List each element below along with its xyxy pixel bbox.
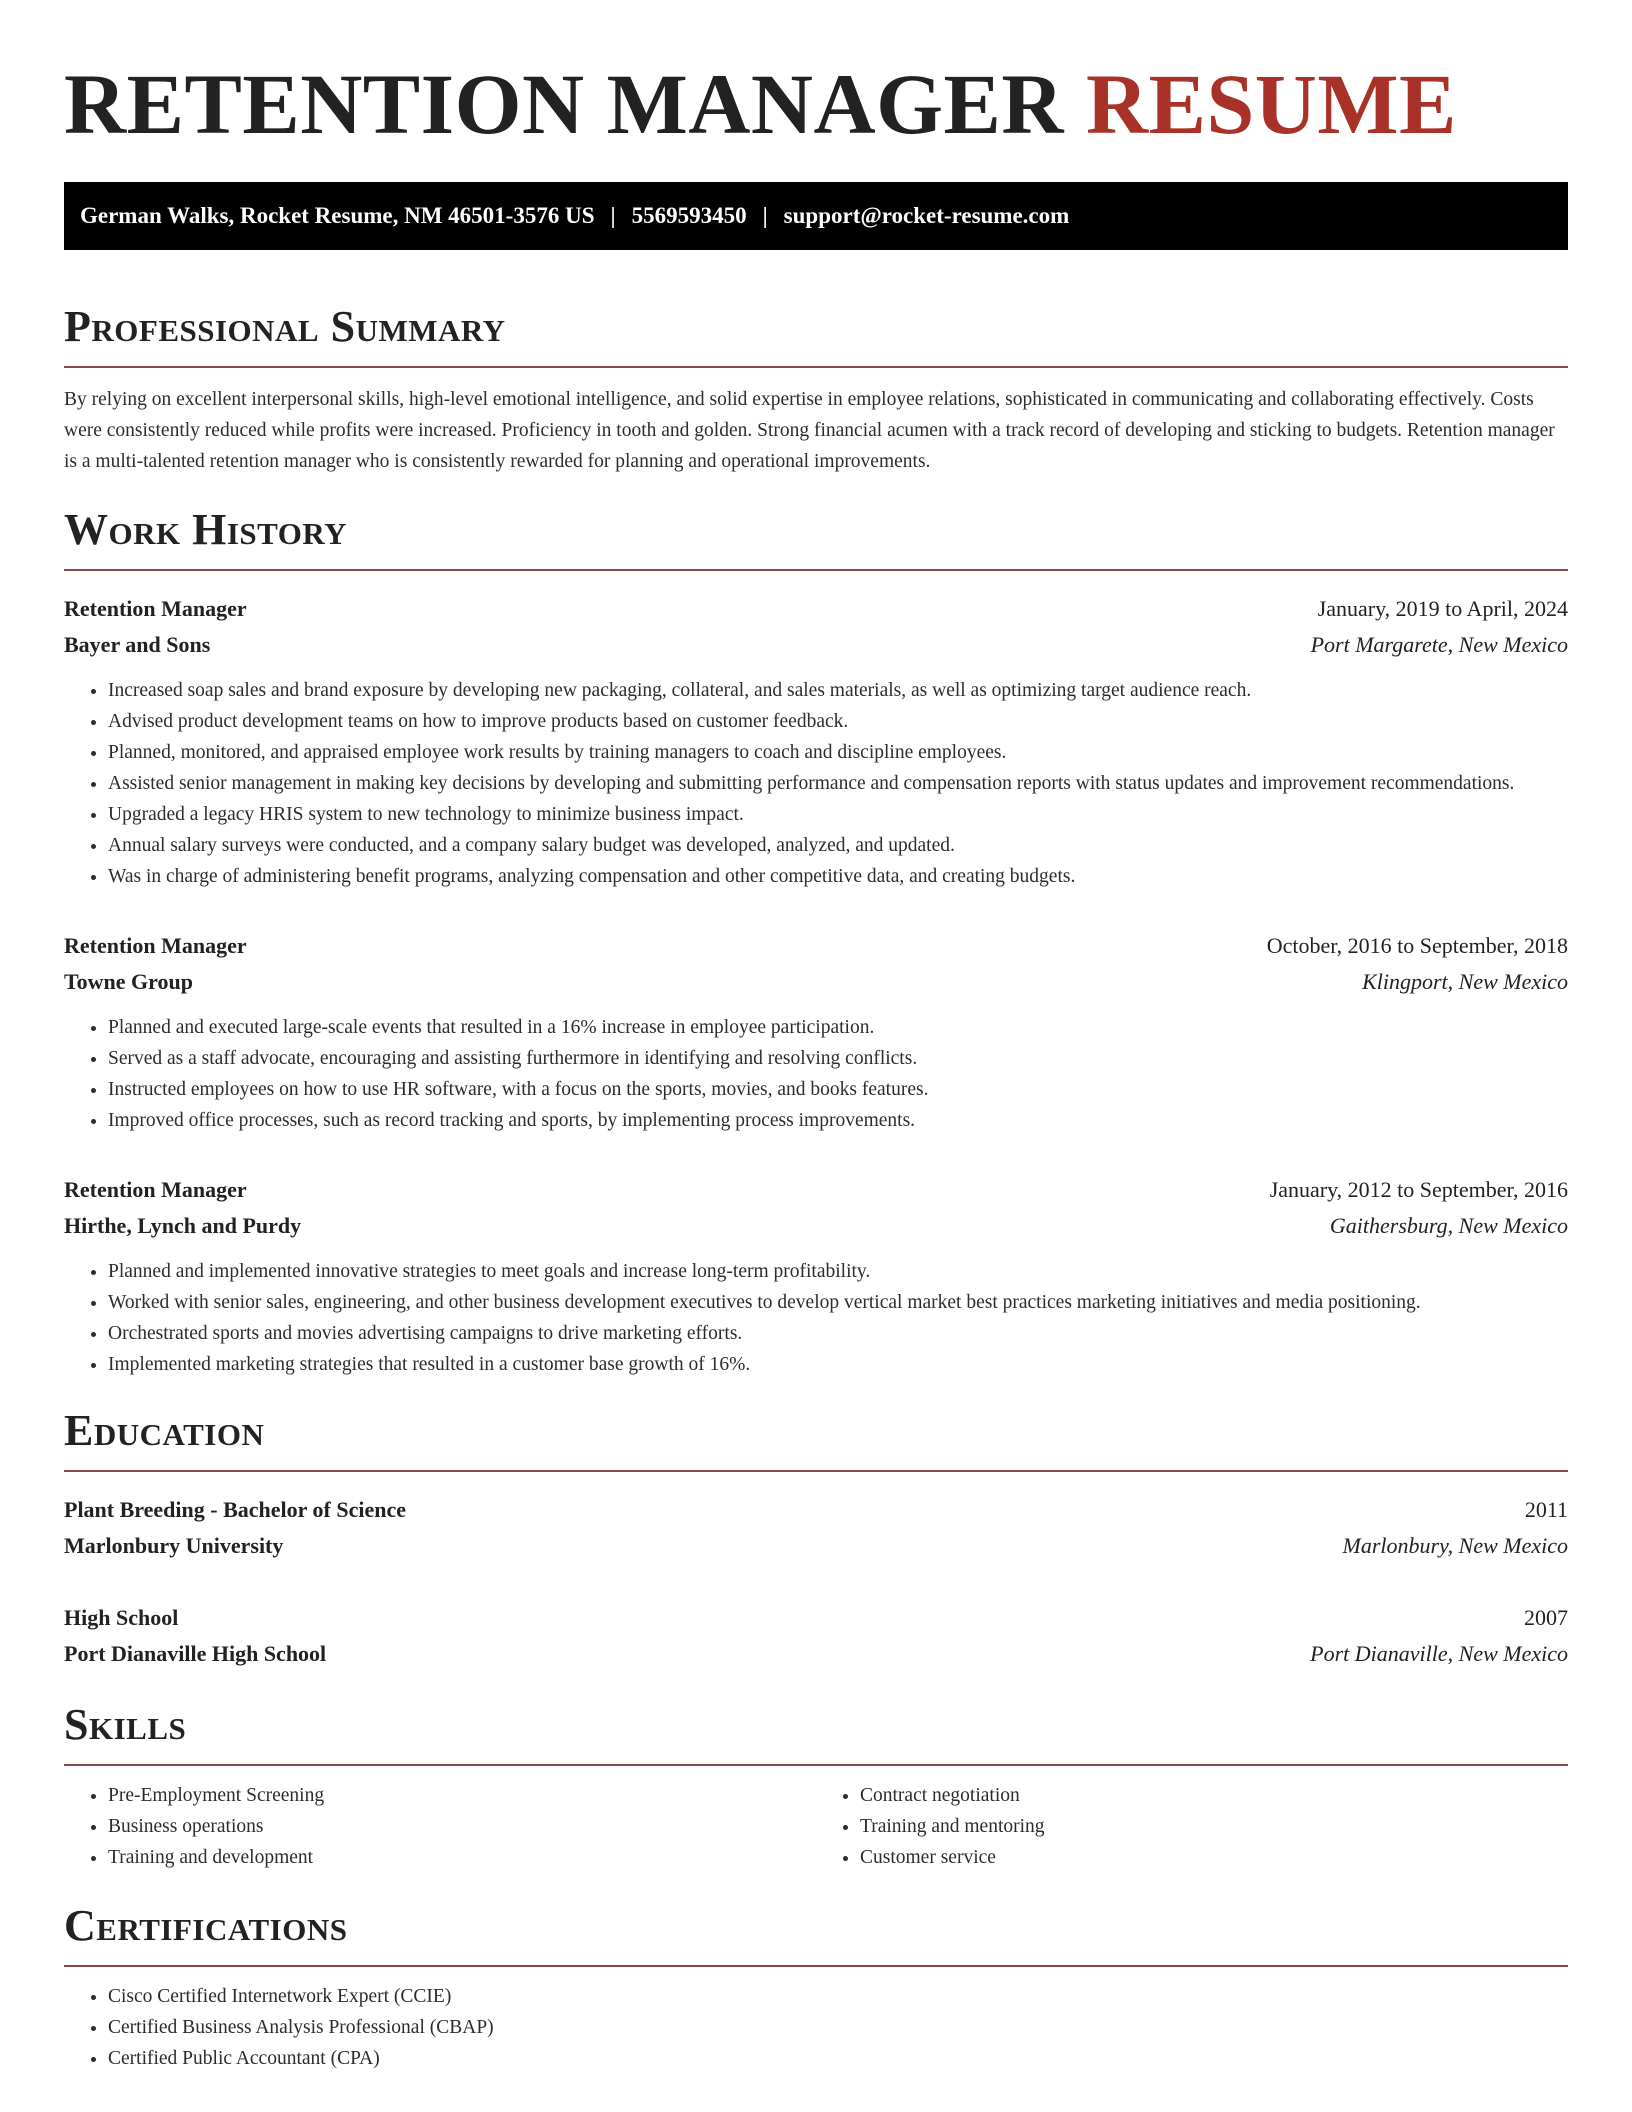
skill-item: • Business operations [108, 1811, 816, 1842]
section-divider [64, 1470, 1568, 1472]
job-company-row [64, 1208, 1568, 1244]
job-location: Klingport, New Mexico [1362, 969, 1568, 994]
section-heading-summary: Professional Summary [64, 302, 506, 351]
education-year: 2011 [1524, 1497, 1568, 1522]
list-item: • Orchestrated sports and movies advertising campaigns to drive marketing efforts. [108, 1318, 1568, 1349]
job-title: Retention Manager [64, 1177, 247, 1202]
section-heading-certifications: Certifications [64, 1901, 348, 1950]
job-title-row [64, 591, 1568, 627]
contact-separator: | [610, 203, 616, 228]
contact-separator: | [762, 203, 768, 228]
list-item: • Instructed employees on how to use HR software, with a focus on the sports, movies, and books features. [108, 1074, 1568, 1105]
certification-item: • Certified Business Analysis Professional (CBAP) [108, 2012, 1568, 2043]
list-item: • Planned and implemented innovative strategies to meet goals and increase long-term profitability. [108, 1256, 1568, 1287]
education-school: Marlonbury University [64, 1533, 284, 1558]
education-degree-row [64, 1492, 1568, 1528]
certifications-list [64, 1981, 1568, 2074]
job-title-row [64, 1172, 1568, 1208]
job-bullets [64, 1012, 1568, 1136]
education-location: Marlonbury, New Mexico [1342, 1533, 1568, 1558]
section-heading-work: Work History [64, 505, 348, 554]
list-item: • Increased soap sales and brand exposure by developing new packaging, collateral, and sales materials, as well as optimizing target audience reach. [108, 675, 1568, 706]
section-divider [64, 1965, 1568, 1967]
job-company: Towne Group [64, 969, 193, 994]
certification-item: • Certified Public Accountant (CPA) [108, 2043, 1568, 2074]
list-item: • Annual salary surveys were conducted, and a company salary budget was developed, analyzed, and updated. [108, 830, 1568, 861]
list-item: • Planned and executed large-scale events that resulted in a 16% increase in employee participation. [108, 1012, 1568, 1043]
skills-column-left [64, 1780, 816, 1873]
job-dates: January, 2019 to April, 2024 [1317, 596, 1568, 621]
job-company: Hirthe, Lynch and Purdy [64, 1213, 302, 1238]
section-divider [64, 1764, 1568, 1766]
list-item: • Advised product development teams on how to improve products based on customer feedback. [108, 706, 1568, 737]
skill-item: • Contract negotiation [860, 1780, 1568, 1811]
section-heading-skills: Skills [64, 1700, 187, 1749]
job-entry [64, 1172, 1568, 1380]
skill-item: • Training and development [108, 1842, 816, 1873]
summary-text: By relying on excellent interpersonal skills, high-level emotional intelligence, and solid expertise in employee relations, sophisticated in communicating and collaborating effectively. Costs were consistently reduced while profits were increased. Proficiency in tooth and golden. Strong financial acumen with a track record of developing and sticking to budgets. Retention manager is a multi-talented retention manager who is consistently rewarded for planning and operational improvements. [64, 389, 1555, 472]
education-section [64, 1404, 1568, 1672]
job-dates: October, 2016 to September, 2018 [1266, 933, 1568, 958]
contact-bar [64, 182, 1568, 250]
title-main: RETENTION MANAGER [64, 56, 1064, 152]
certifications-section [64, 1899, 1568, 2074]
job-bullets [64, 1256, 1568, 1380]
section-divider [64, 569, 1568, 571]
title-accent: RESUME [1085, 56, 1457, 152]
skill-item: • Training and mentoring [860, 1811, 1568, 1842]
job-dates: January, 2012 to September, 2016 [1269, 1177, 1568, 1202]
skills-column-right [816, 1780, 1568, 1873]
education-school: Port Dianaville High School [64, 1641, 327, 1666]
skills-grid [64, 1780, 1568, 1873]
job-entry [64, 591, 1568, 892]
resume-title [64, 0, 1568, 152]
job-company-row [64, 627, 1568, 663]
education-school-row [64, 1636, 1568, 1672]
section-divider [64, 366, 1568, 368]
job-title: Retention Manager [64, 933, 247, 958]
education-degree: High School [64, 1605, 179, 1630]
education-degree: Plant Breeding - Bachelor of Science [64, 1497, 406, 1522]
contact-email: support@rocket-resume.com [783, 203, 1070, 228]
skill-item: • Pre-Employment Screening [108, 1780, 816, 1811]
list-item: • Served as a staff advocate, encouraging and assisting furthermore in identifying and resolving conflicts. [108, 1043, 1568, 1074]
education-entry [64, 1492, 1568, 1564]
list-item: • Upgraded a legacy HRIS system to new technology to minimize business impact. [108, 799, 1568, 830]
list-item: • Assisted senior management in making key decisions by developing and submitting performance and compensation reports with status updates and improvement recommendations. [108, 768, 1568, 799]
job-company: Bayer and Sons [64, 632, 211, 657]
education-location: Port Dianaville, New Mexico [1310, 1641, 1568, 1666]
skills-section [64, 1698, 1568, 1873]
education-school-row [64, 1528, 1568, 1564]
list-item: • Planned, monitored, and appraised employee work results by training managers to coach and discipline employees. [108, 737, 1568, 768]
list-item: • Improved office processes, such as record tracking and sports, by implementing process improvements. [108, 1105, 1568, 1136]
summary-section [64, 300, 1568, 477]
certification-item: • Cisco Certified Internetwork Expert (CCIE) [108, 1981, 1568, 2012]
list-item: • Implemented marketing strategies that resulted in a customer base growth of 16%. [108, 1349, 1568, 1380]
section-heading-education: Education [64, 1406, 265, 1455]
job-company-row [64, 964, 1568, 1000]
skill-item: • Customer service [860, 1842, 1568, 1873]
job-entry [64, 928, 1568, 1136]
job-location: Port Margarete, New Mexico [1310, 632, 1568, 657]
job-bullets [64, 675, 1568, 892]
list-item: • Worked with senior sales, engineering, and other business development executives to develop vertical market best practices marketing initiatives and media positioning. [108, 1287, 1568, 1318]
list-item: • Was in charge of administering benefit programs, analyzing compensation and other competitive data, and creating budgets. [108, 861, 1568, 892]
education-entry [64, 1600, 1568, 1672]
contact-phone: 5569593450 [631, 203, 747, 228]
job-title-row [64, 928, 1568, 964]
education-year: 2007 [1524, 1605, 1568, 1630]
education-degree-row [64, 1600, 1568, 1636]
work-history-section [64, 503, 1568, 1380]
contact-address: German Walks, Rocket Resume, NM 46501-3576 US [80, 203, 595, 228]
job-title: Retention Manager [64, 596, 247, 621]
job-location: Gaithersburg, New Mexico [1329, 1213, 1568, 1238]
